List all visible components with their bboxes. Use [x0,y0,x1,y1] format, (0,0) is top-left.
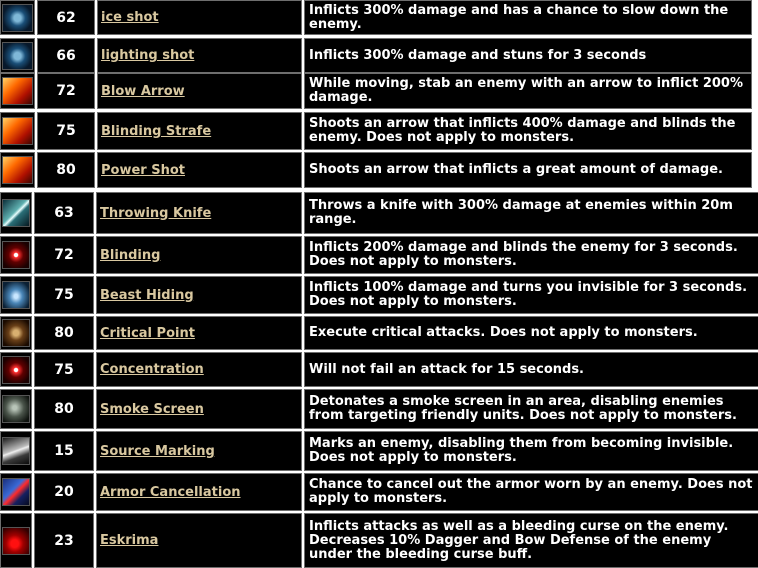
ice-shot-icon [2,4,33,32]
throwing-knife-icon [2,199,30,227]
skill-level: 80 [34,389,94,429]
skill-icon-cell [0,352,32,387]
skill-level: 62 [37,0,95,35]
skill-name-cell [96,352,302,387]
table-row [0,0,752,35]
skill-description: Shoots an arrow that inflicts 400% damage and blinds the enemy. Does not apply to monsters. [304,112,752,150]
skill-name-cell [97,152,302,188]
skill-level: 75 [37,112,95,150]
skill-level: 80 [37,152,95,188]
skill-description: While moving, stab an enemy with an arrow to inflict 200% damage. [304,73,752,109]
skill-description: Detonates a smoke screen in an area, disabling enemies from targeting friendly units. Does not apply to monsters. [304,389,758,429]
table-row [0,192,758,234]
skill-description: Throws a knife with 300% damage at enemies within 20m range. [304,192,758,234]
skill-name-link[interactable]: Blinding Strafe [101,123,212,139]
power-shot-icon [2,156,33,184]
skill-name-link[interactable]: lighting shot [101,48,195,63]
skill-name-cell [96,431,302,471]
skill-level: 72 [34,236,94,274]
table-row [0,431,758,471]
concentration-eye-icon [2,356,30,384]
skill-name-cell [96,513,302,568]
skill-description: Will not fail an attack for 15 seconds. [304,352,758,387]
skill-icon-cell [0,236,32,274]
skill-name-cell [97,112,302,150]
table-row [0,152,752,188]
skill-icon-cell [0,112,35,150]
skill-name-link[interactable]: Throwing Knife [100,205,212,221]
skill-name-link[interactable]: Source Marking [100,443,215,459]
eskrima-icon [2,527,30,555]
skill-name-link[interactable]: Armor Cancellation [100,484,241,500]
skill-name-link[interactable]: Concentration [100,362,204,377]
skill-icon-cell [0,473,32,511]
skill-level: 80 [34,316,94,350]
skill-level: 72 [37,73,95,109]
skill-level: 23 [34,513,94,568]
skill-description: Inflicts 300% damage and stuns for 3 seconds [304,38,752,73]
skill-level: 75 [34,276,94,314]
table-row [0,473,758,511]
skill-icon-cell [0,73,35,109]
skill-description: Inflicts 200% damage and blinds the enemy for 3 seconds. Does not apply to monsters. [304,236,758,274]
table-row [0,73,752,109]
skill-level: 20 [34,473,94,511]
skill-icon-cell [0,0,35,35]
skill-name-link[interactable]: Beast Hiding [100,287,194,303]
skill-name-link[interactable]: Critical Point [100,325,195,341]
skill-icon-cell [0,38,35,73]
skill-name-cell [96,236,302,274]
skill-icon-cell [0,316,32,350]
source-marking-icon [2,437,30,465]
table-row [0,352,758,387]
table-row [0,38,752,73]
skill-name-cell [97,38,302,73]
table-row [0,389,758,429]
skill-icon-cell [0,431,32,471]
table-row [0,276,758,314]
skill-level: 63 [34,192,94,234]
skill-level: 75 [34,352,94,387]
skill-level: 15 [34,431,94,471]
skill-description: Chance to cancel out the armor worn by an enemy. Does not apply to monsters. [304,473,758,511]
skill-name-cell [96,192,302,234]
skill-icon-cell [0,513,32,568]
skill-name-link[interactable]: Eskrima [100,533,159,548]
lighting-shot-icon [2,42,33,70]
skill-description: Inflicts 300% damage and has a chance to slow down the enemy. [304,0,752,35]
skill-icon-cell [0,192,32,234]
skill-name-cell [96,389,302,429]
skill-icon-cell [0,276,32,314]
skill-name-link[interactable]: Blinding [100,247,161,263]
skill-description: Inflicts 100% damage and turns you invisible for 3 seconds. Does not apply to monsters. [304,276,758,314]
skill-description: Execute critical attacks. Does not apply to monsters. [304,316,758,350]
armor-cancellation-icon [2,478,30,506]
skill-name-cell [97,73,302,109]
skill-name-cell [96,276,302,314]
skill-description: Shoots an arrow that inflicts a great amount of damage. [304,152,752,188]
skill-name-cell [97,0,302,35]
skill-level: 66 [37,38,95,73]
table-row [0,513,758,568]
skill-icon-cell [0,152,35,188]
skill-description: Marks an enemy, disabling them from becoming invisible. Does not apply to monsters. [304,431,758,471]
skill-name-link[interactable]: Blow Arrow [101,83,185,99]
table-row [0,112,752,150]
skill-name-cell [96,473,302,511]
table-row [0,236,758,274]
table-row [0,316,758,350]
critical-point-icon [2,319,30,347]
skill-name-cell [96,316,302,350]
skill-name-link[interactable]: Power Shot [101,162,185,178]
blinding-strafe-icon [2,117,33,145]
beast-hiding-icon [2,281,30,309]
skill-name-link[interactable]: Smoke Screen [100,401,204,417]
skill-description: Inflicts attacks as well as a bleeding curse on the enemy. Decreases 10% Dagger and Bow Defense of the enemy under the bleeding curse buff. [304,513,758,568]
smoke-screen-icon [2,395,30,423]
blow-arrow-icon [2,77,33,105]
blinding-eye-icon [2,241,30,269]
skill-icon-cell [0,389,32,429]
skill-name-link[interactable]: ice shot [101,10,159,25]
